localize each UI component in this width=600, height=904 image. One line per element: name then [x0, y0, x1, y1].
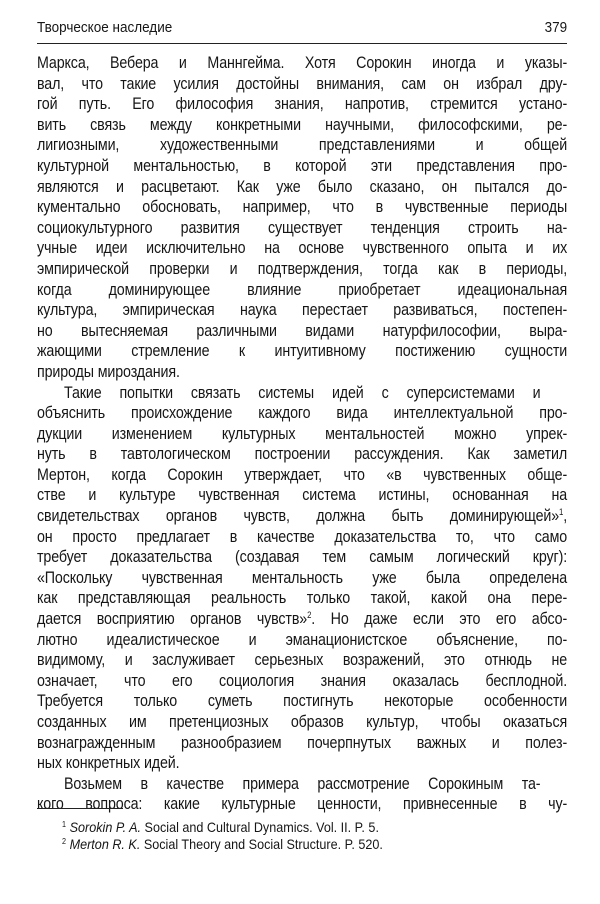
text-line: как представляющая реальность только такой, какой она пере-: [37, 588, 568, 608]
text-line: вознагражденным разнообразием почерпнутых важных и полез-: [37, 732, 568, 752]
text-line: он просто предлагает в качестве доказательства то, что само: [37, 526, 568, 546]
text-line: культурной ментальностью, в которой эти представления про-: [37, 155, 568, 175]
footnotes: [62, 819, 562, 853]
text-line: означает, что его социология знания оказалась бесплодной.: [37, 670, 568, 690]
footnote-1: [62, 819, 512, 836]
text-line: дается восприятию органов чувств»$^2$. Но даже если это его абсо-: [37, 609, 568, 629]
text-line: являются и расцветают. Как уже было сказано, он пытался до-: [37, 176, 568, 196]
text-line: лютно идеалистическое и эманационистское объяснение, по-: [37, 629, 568, 649]
page-number: 379: [544, 19, 568, 36]
text-line: культура, эмпирическая наука перестает развиваться, постепен-: [37, 300, 568, 320]
footnote-author: Sorokin P. A.: [69, 819, 142, 835]
text-line: стве и культуре чувственная система истины, основанная на: [37, 485, 568, 505]
text-line: учные идеи исключительно на основе чувственного опыта и их: [37, 238, 568, 258]
text-line: Требуется только суметь постигнуть некоторые особенности: [37, 691, 568, 711]
text-line: социокультурного развития существует тенденция строить на-: [37, 217, 568, 237]
text-line: требует доказательства (создавая тем самым логический круг):: [37, 547, 568, 567]
footnote-text: Social and Cultural Dynamics. Vol. II. P. 5.: [141, 819, 379, 835]
text-line: кументально обосновать, например, что в чувственные периоды: [37, 197, 568, 217]
text-line: Маркса, Вебера и Маннгейма. Хотя Сорокин иногда и указы-: [37, 53, 568, 72]
text-line: Мертон, когда Сорокин утверждает, что «в чувственных обще-: [37, 464, 568, 484]
text-line: «Поскольку чувственная ментальность уже была определена: [37, 567, 568, 587]
text-line: лигиозными, художественными представлениями и общей: [37, 135, 568, 155]
text-line: нуть в тавтологическом построении рассуждения. Как заметил: [37, 444, 568, 464]
header-divider: [37, 43, 567, 44]
text-line: ных конкретных идей.: [37, 753, 180, 773]
text-line: эмпирической проверки и подтверждения, тогда как в периоды,: [37, 258, 568, 278]
footnote-author: Merton R. K.: [69, 836, 141, 852]
footnote-number: 1: [62, 820, 67, 829]
text-line: кого вопроса: какие культурные ценности, привнесенные в чу-: [37, 794, 568, 814]
text-line: когда доминирующее влияние приобретает идеациональная: [37, 279, 568, 299]
text-line: природы мироздания.: [37, 361, 180, 381]
text-line: Возьмем в качестве примера рассмотрение Сорокиным та-: [64, 773, 541, 793]
text-line: вал, что такие усилия достойны внимания, сам он избрал дру-: [37, 73, 568, 93]
text-line: созданных им претенциозных образов культур, чтобы оказаться: [37, 712, 568, 731]
text-line: свидетельствах органов чувств, должна быть доминирующей»$^1$,: [37, 506, 568, 526]
text-line: объяснить происхождение каждого вида интеллектуальной про-: [37, 403, 568, 423]
text-line: дукции изменением культурных ментальностей можно упрек-: [37, 423, 568, 443]
footnote-divider: [37, 808, 123, 809]
running-header: [37, 19, 567, 41]
body-text: [37, 53, 567, 815]
section-title: Творческое наследие: [37, 19, 173, 36]
text-line: вить связь между конкретными научными, философскими, ре-: [37, 114, 568, 134]
text-line: видимому, и заслуживает серьезных возражений, это отнюдь не: [37, 650, 568, 670]
footnote-ref-1[interactable]: 1: [559, 507, 564, 518]
text-line: гой путь. Его философия знания, напротив, стремится устано-: [37, 94, 568, 114]
footnote-number: 2: [62, 837, 67, 846]
footnote-text: Social Theory and Social Structure. P. 520.: [140, 836, 383, 852]
text-line: но вытесняемая различными видами натурфилософии, выра-: [37, 320, 568, 340]
text-line: жающими стремление к интуитивному постижению сущности: [37, 341, 568, 361]
text-line: Такие попытки связать системы идей с суперсистемами и: [64, 382, 541, 402]
footnote-2: [62, 836, 512, 853]
footnote-ref-2[interactable]: 2: [307, 610, 312, 621]
